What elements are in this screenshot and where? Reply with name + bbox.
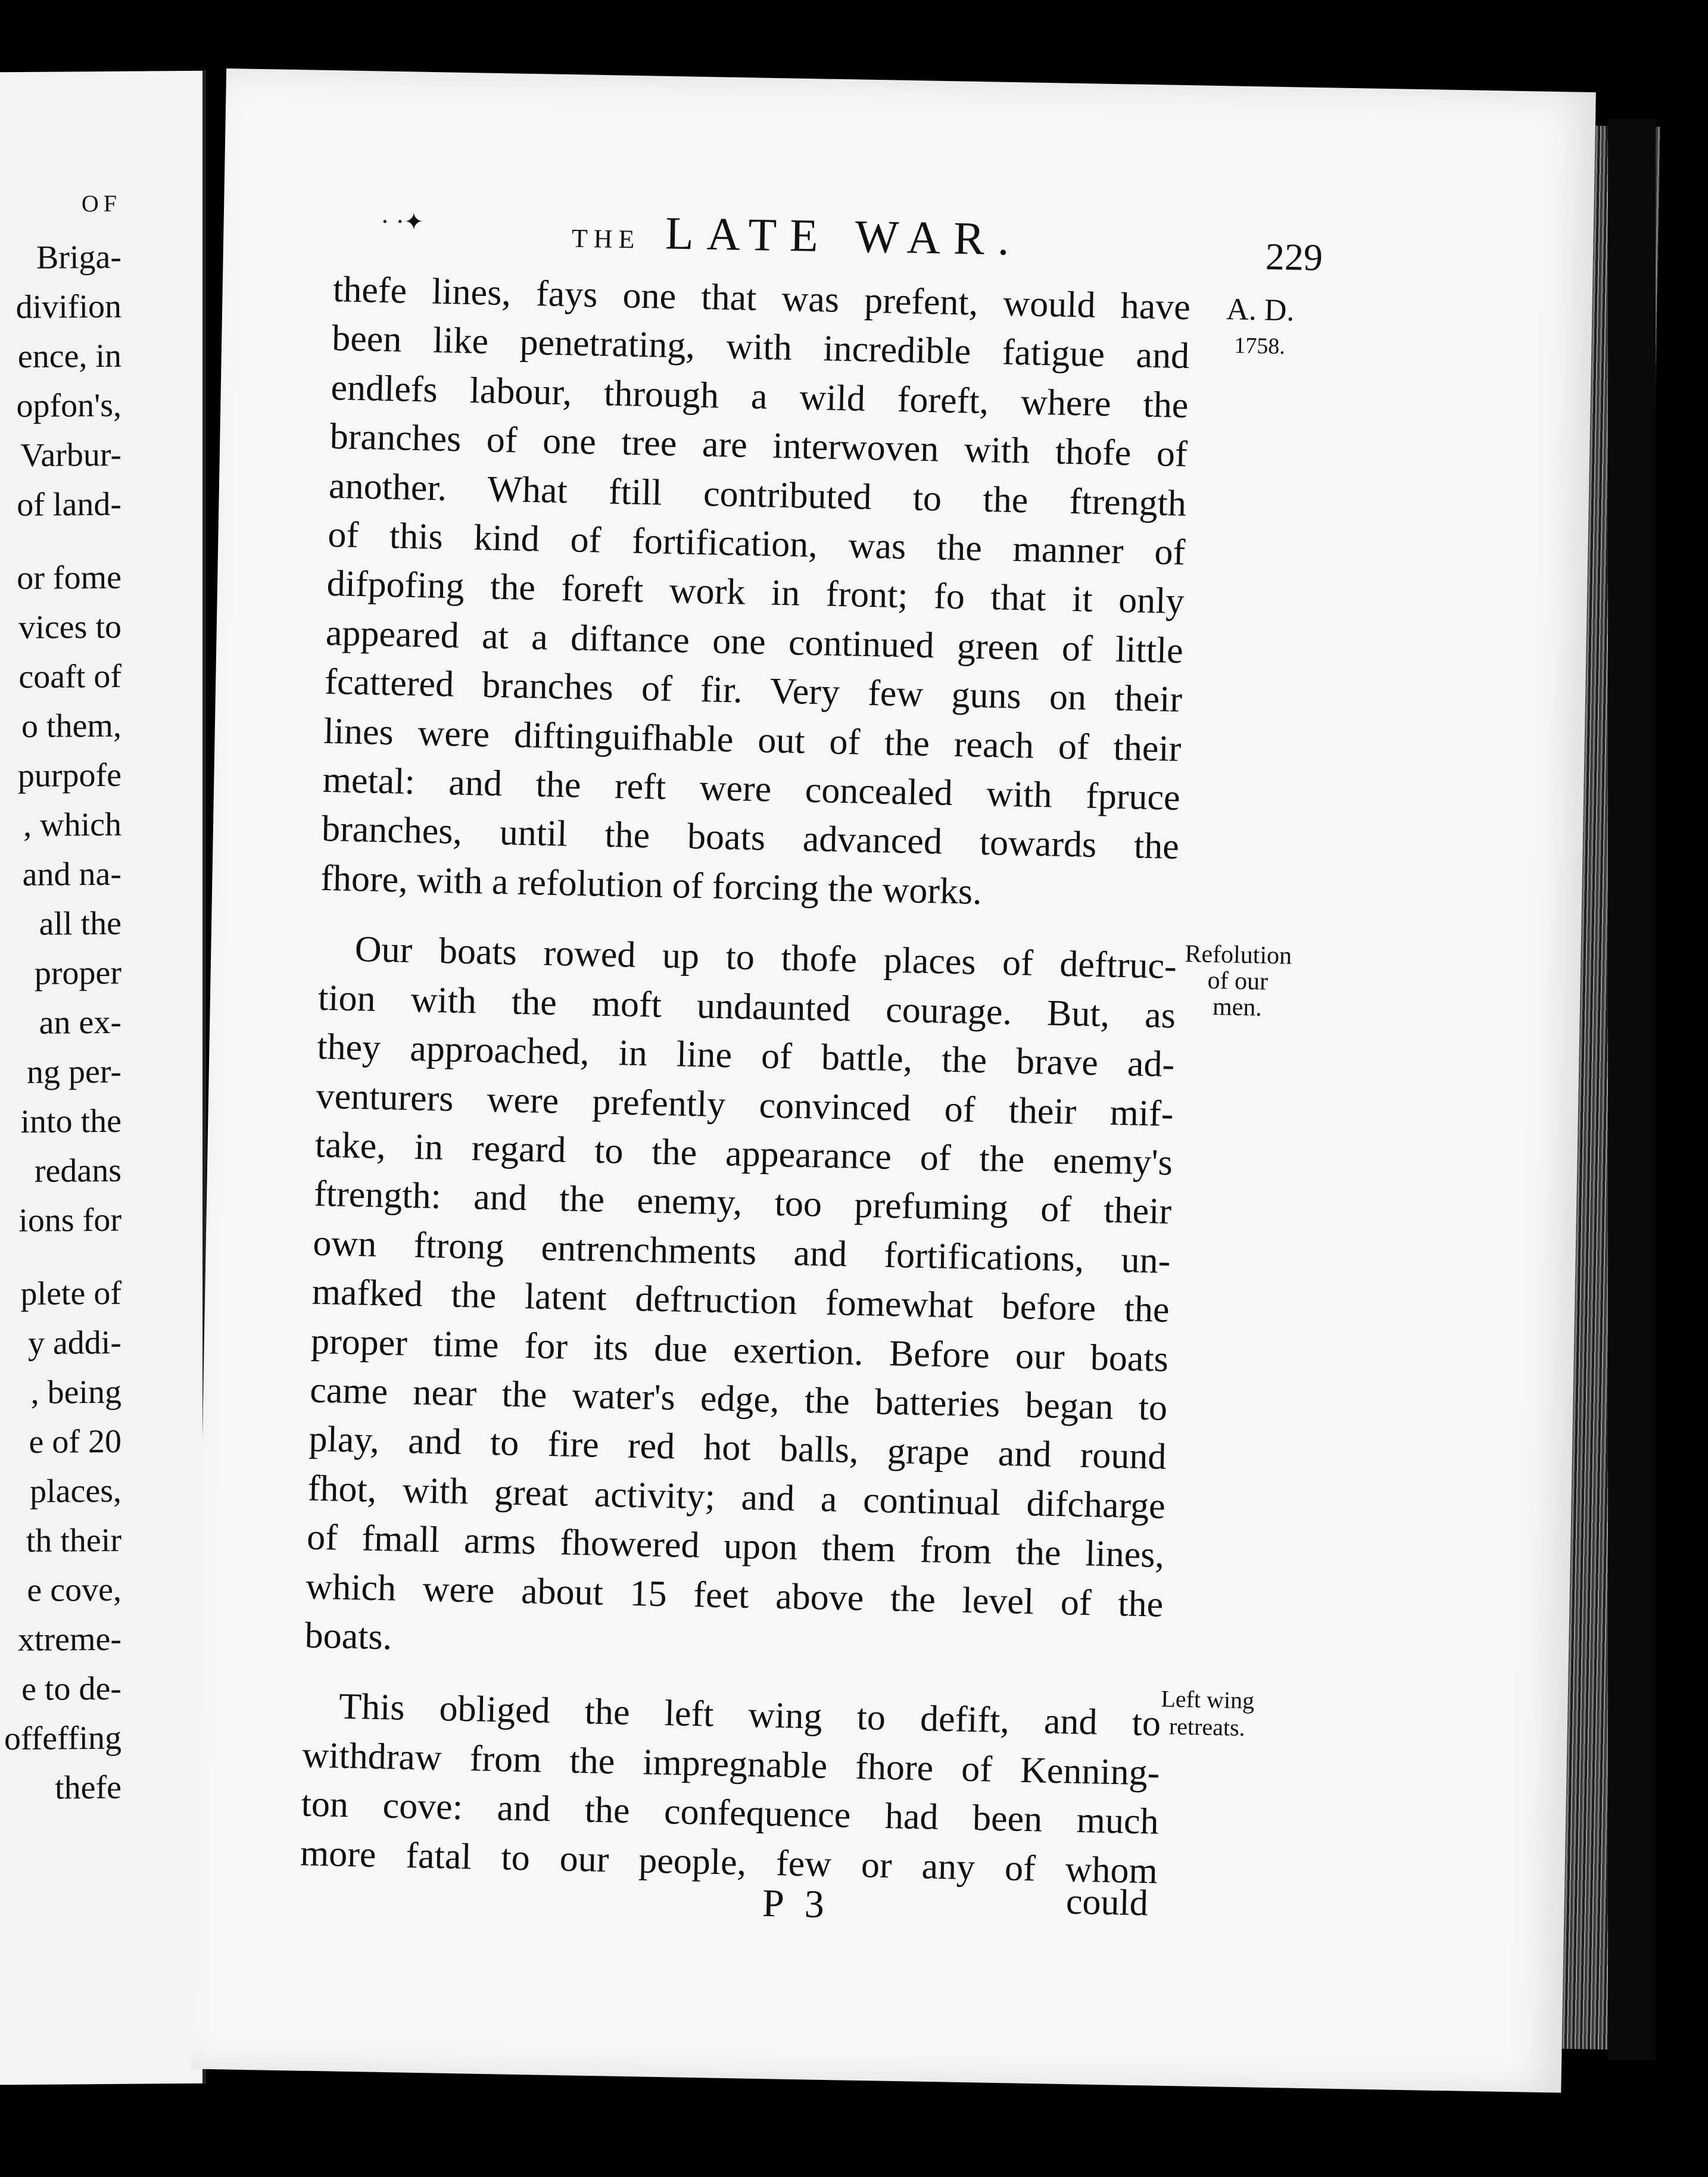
text-line: boats. (304, 1615, 392, 1658)
catchword: could (1065, 1881, 1149, 1924)
facing-line: Briga- (36, 238, 121, 276)
facing-line: divifion (15, 288, 121, 326)
text-line: metal: and the reft were concealed with fpruce (322, 759, 1181, 819)
margin-note-ad: A. D. (1226, 292, 1295, 328)
margin-note-year: 1758. (1233, 333, 1286, 360)
facing-line: places, (30, 1472, 121, 1510)
text-line: own ftrong entrenchments and fortifications, un- (312, 1222, 1171, 1281)
running-head-article: THE (571, 223, 641, 254)
facing-line: opfon's, (16, 386, 121, 425)
paragraph-3 (300, 1682, 1161, 1896)
text-line: fhot, with great activity; and a continual difcharge (307, 1468, 1166, 1527)
text-line: This obliged the left wing to defift, and to (338, 1686, 1161, 1744)
facing-line: , being (30, 1373, 121, 1411)
text-line: branches of one tree are interwoven with thofe of (329, 416, 1188, 475)
text-line: mafked the latent deftruction fomewhat before the (311, 1271, 1170, 1330)
text-line: venturers were prefently convinced of their mif- (316, 1075, 1174, 1134)
ornament-mark: · ·✦ (381, 208, 424, 236)
running-head-title: LATE WAR. (665, 207, 1023, 265)
body-text (300, 265, 1190, 1896)
facing-line: all the (39, 905, 121, 943)
text-line: more fatal to our people, few or any of whom (300, 1833, 1158, 1892)
text-line: fcattered branches of fir. Very few guns on their (324, 662, 1183, 721)
facing-line: or fome (17, 559, 121, 597)
page-number: 229 (1265, 235, 1323, 279)
facing-gap (2, 1245, 121, 1270)
facing-line: and na- (22, 855, 121, 893)
text-line: of fmall arms fhowered upon them from the lines, (306, 1517, 1165, 1576)
facing-page-header: OF (81, 189, 121, 217)
text-line: ton cove: and the confequence had been much (301, 1783, 1160, 1842)
facing-line: ions for (18, 1201, 121, 1239)
text-line: lines were diftinguifhable out of the reach of their (323, 710, 1182, 769)
text-line: been like penetrating, with incredible fatigue and (331, 318, 1190, 377)
margin-note-left-wing (1160, 1685, 1255, 1742)
text-line: fhore, with a refolution of forcing the works. (320, 857, 983, 912)
text-line: difpofing the foreft work in front; fo that it only (326, 563, 1185, 622)
text-line: another. What ftill contributed to the ftrength (328, 465, 1187, 524)
text-line: came near the water's edge, the batteries began to (309, 1370, 1168, 1429)
facing-line: Varbur- (20, 436, 121, 474)
text-line: which were about 15 feet above the level of the (305, 1566, 1164, 1625)
facing-line: th their (26, 1521, 121, 1560)
paragraph-1 (320, 265, 1191, 921)
facing-line: e cove, (27, 1571, 121, 1609)
margin-note-line: Refolution (1185, 940, 1292, 970)
facing-gap (2, 529, 121, 554)
facing-line: ng per- (26, 1053, 121, 1091)
facing-line: of land- (17, 485, 121, 524)
margin-note-line: retreats. (1168, 1713, 1246, 1741)
text-line: of this kind of fortification, was the manner of (327, 514, 1186, 573)
text-line: they approached, in line of battle, the brave ad- (316, 1026, 1175, 1085)
text-line: ftrength: and the enemy, too prefuming of their (313, 1173, 1172, 1233)
facing-line: thefe (55, 1769, 121, 1807)
signature-mark: P 3 (762, 1881, 831, 1927)
margin-note-line: Left wing (1161, 1685, 1255, 1714)
margin-note-line: of our (1207, 966, 1268, 996)
text-line: Our boats rowed up to thofe places of deftruc- (354, 929, 1177, 987)
text-line: tion with the moft undaunted courage. But, as (317, 977, 1176, 1036)
facing-line: purpofe (17, 756, 121, 794)
facing-page (0, 71, 206, 2085)
text-line: appeared at a diftance one continued green of little (325, 612, 1184, 671)
facing-line: into the (20, 1102, 121, 1140)
facing-line: redans (34, 1152, 121, 1190)
facing-line: , which (23, 806, 121, 844)
facing-line: vices to (18, 608, 121, 646)
book-cover-edge (1608, 119, 1656, 2060)
facing-line: e to de- (21, 1670, 121, 1708)
text-line: play, and to fire red hot balls, grape and round (308, 1418, 1167, 1478)
facing-page-text (2, 179, 121, 1813)
text-line: take, in regard to the appearance of the enemy's (314, 1124, 1173, 1183)
text-line: withdraw from the impregnable fhore of Kenning- (301, 1735, 1160, 1794)
margin-note-date (1225, 292, 1295, 364)
facing-line: coaft of (18, 657, 121, 695)
facing-line: proper (34, 954, 121, 992)
text-line: proper time for its due exertion. Before our boats (310, 1321, 1169, 1380)
text-line: thefe lines, fays one that was prefent, would have (332, 269, 1191, 328)
margin-note-line: men. (1212, 993, 1263, 1022)
margin-note-resolution (1183, 941, 1292, 1022)
paragraph-2 (304, 924, 1177, 1678)
facing-line: plete of (20, 1274, 121, 1312)
facing-line: ence, in (17, 337, 121, 375)
text-line: endlefs labour, through a wild foreft, where the (330, 367, 1189, 426)
facing-line: offeffing (4, 1719, 121, 1758)
facing-line: y addi- (27, 1324, 121, 1362)
facing-line: o them, (21, 707, 121, 745)
text-line: branches, until the boats advanced towards the (321, 809, 1180, 868)
facing-line: an ex- (39, 1003, 121, 1041)
facing-line: e of 20 (29, 1423, 121, 1461)
facing-line: xtreme- (17, 1620, 121, 1658)
